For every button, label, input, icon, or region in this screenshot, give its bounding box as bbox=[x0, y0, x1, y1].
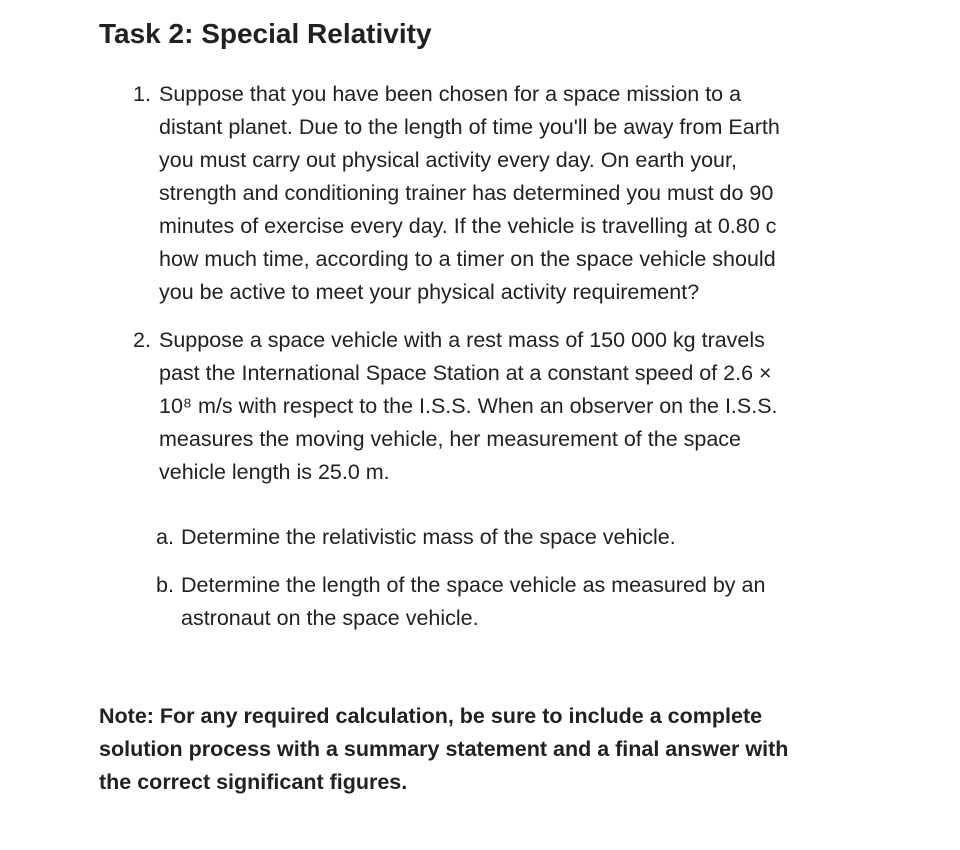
question-text: Suppose a space vehicle with a rest mass of 150 000 kg travels past the International Space Station at a constant speed of 2.6 × 10⁸ m/s with respect to the I.S.S. When an observer on the I.S.S. measures the moving vehicle, her measurement of the space vehicle length is 25.0 m. bbox=[159, 328, 778, 484]
question-number: 2. bbox=[133, 328, 151, 352]
page-title: Task 2: Special Relativity bbox=[99, 18, 432, 49]
question-number: 1. bbox=[133, 82, 151, 106]
sub-question-text: Determine the length of the space vehicle as measured by an astronaut on the space vehicle. bbox=[181, 573, 766, 630]
sub-question-a bbox=[156, 521, 811, 554]
question-2 bbox=[99, 324, 819, 635]
sub-question-text: Determine the relativistic mass of the space vehicle. bbox=[181, 525, 676, 549]
question-text: Suppose that you have been chosen for a space mission to a distant planet. Due to the length of time you'll be away from Earth you must carry out physical activity every day. On earth your, strength and conditioning trainer has determined you must do 90 minutes of exercise every day. If the vehicle is travelling at 0.80 c how much time, according to a timer on the space vehicle should you be active to meet your physical activity requirement? bbox=[159, 82, 780, 304]
sub-question-letter: b. bbox=[156, 573, 174, 597]
sub-question-letter: a. bbox=[156, 525, 174, 549]
sub-question-b bbox=[156, 569, 811, 635]
question-1 bbox=[99, 78, 819, 309]
sub-question-list bbox=[156, 521, 819, 635]
question-list bbox=[99, 78, 819, 635]
note-text: Note: For any required calculation, be sure to include a complete solution process with a summary statement and a final answer with the correct significant figures. bbox=[99, 704, 789, 794]
